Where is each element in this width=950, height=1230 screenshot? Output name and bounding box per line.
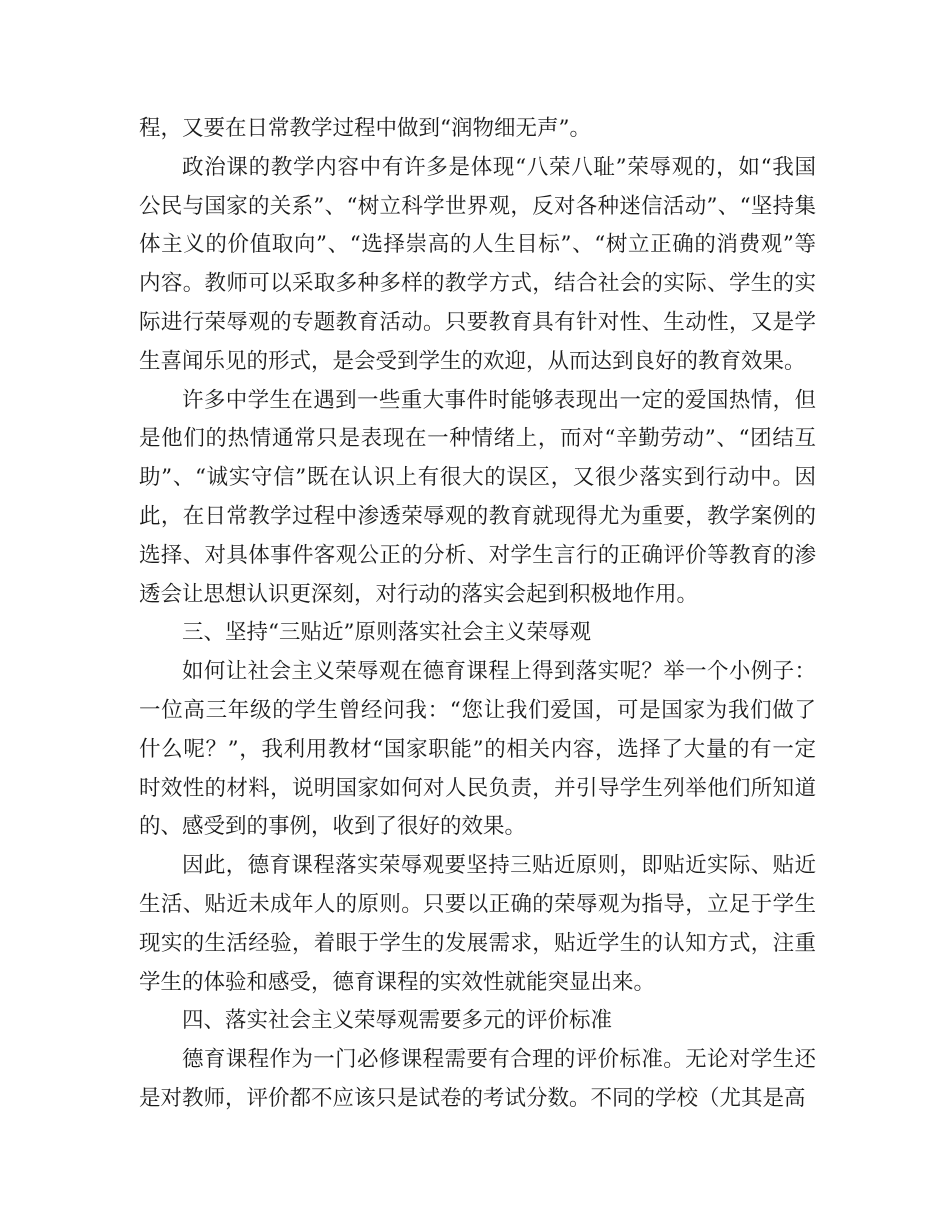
paragraph: 因此，德育课程落实荣辱观要坚持三贴近原则，即贴近实际、贴近生活、贴近未成年人的原则。只要以正确的荣辱观为指导，立足于学生现实的生活经验，着眼于学生的发展需求，贴近学生的认知方式，注重学生的体验和感受，德育课程的实效性就能突显出来。 bbox=[139, 853, 816, 995]
document-body bbox=[139, 110, 816, 1119]
paragraph: 如何让社会主义荣辱观在德育课程上得到落实呢？举一个小例子：一位高三年级的学生曾经问我：“您让我们爱国，可是国家为我们做了什么呢？”，我利用教材“国家职能”的相关内容，选择了大量的有一定时效性的材料，说明国家如何对人民负责，并引导学生列举他们所知道的、感受到的事例，收到了很好的效果。 bbox=[139, 659, 816, 840]
section-heading: 三、坚持“三贴近”原则落实社会主义荣辱观 bbox=[182, 620, 591, 646]
paragraph: 德育课程作为一门必修课程需要有合理的评价标准。无论对学生还是对教师，评价都不应该只是试卷的考试分数。不同的学校（尤其是高 bbox=[139, 1047, 816, 1111]
paragraph-continuation: 程，又要在日常教学过程中做到“润物细无声”。 bbox=[139, 116, 591, 141]
paragraph: 政治课的教学内容中有许多是体现“八荣八耻”荣辱观的，如“我国公民与国家的关系”、“树立科学世界观，反对各种迷信活动”、“坚持集体主义的价值取向”、“选择崇高的人生目标”、“树立正确的消费观”等内容。教师可以采取多种多样的教学方式，结合社会的实际、学生的实际进行荣辱观的专题教育活动。只要教育具有针对性、生动性，又是学生喜闻乐见的形式，是会受到学生的欢迎，从而达到良好的教育效果。 bbox=[139, 154, 816, 374]
section-heading: 四、落实社会主义荣辱观需要多元的评价标准 bbox=[182, 1008, 613, 1034]
paragraph: 许多中学生在遇到一些重大事件时能够表现出一定的爱国热情，但是他们的热情通常只是表现在一种情绪上，而对“辛勤劳动”、“团结互助”、“诚实守信”既在认识上有很大的误区，又很少落实到行动中。因此，在日常教学过程中渗透荣辱观的教育就现得尤为重要，教学案例的选择、对具体事件客观公正的分析、对学生言行的正确评价等教育的渗透会让思想认识更深刻，对行动的落实会起到积极地作用。 bbox=[139, 387, 816, 607]
